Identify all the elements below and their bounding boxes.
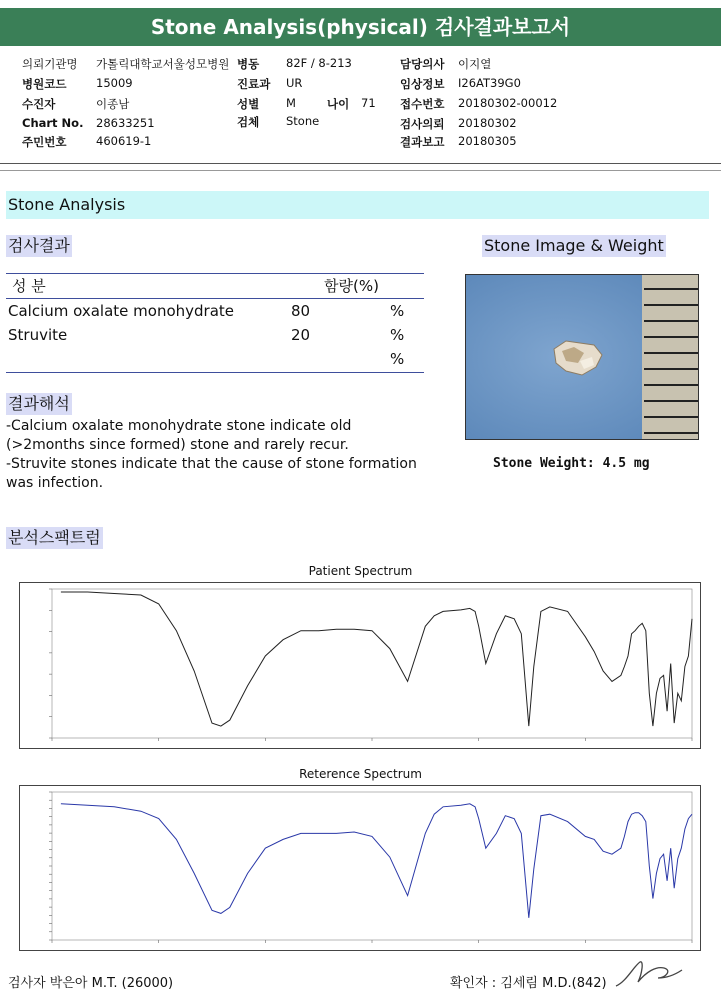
interpretation-line: -Calcium oxalate monohydrate stone indicate old: [6, 418, 352, 434]
interpretation-heading: 결과해석: [8, 394, 70, 413]
ward-label: 병동: [237, 57, 260, 71]
hospital-code-label: 병원코드: [22, 77, 67, 91]
interpretation-line: was infection.: [6, 475, 104, 491]
requested-value: 20180302: [458, 116, 517, 130]
result-value: 20: [291, 326, 311, 344]
results-heading: 검사결과: [8, 236, 70, 255]
id-label: 주민번호: [22, 135, 67, 149]
specimen-value: Stone: [286, 114, 320, 128]
doctor-label: 담당의사: [400, 57, 445, 71]
col-component: 성 분: [12, 277, 46, 295]
result-value: 80: [291, 302, 311, 320]
ward-value: 82F / 8-213: [286, 56, 352, 70]
interpretation-line: (>2months since formed) stone and rarely recur.: [6, 437, 349, 453]
sex-label: 성별: [237, 97, 260, 111]
interpretation-line: -Struvite stones indicate that the cause of stone formation: [6, 456, 417, 472]
reference-spectrum-line: [61, 804, 692, 918]
receipt-label: 접수번호: [400, 97, 445, 111]
table-bottom-rule: [6, 372, 424, 373]
dept-label: 진료과: [237, 77, 271, 91]
reference-chart-title: Reterence Spectrum: [299, 767, 422, 781]
report-title: Stone Analysis(physical) 검사결과보고서: [0, 8, 721, 46]
table-header-rule: [6, 298, 424, 299]
patient-label: 수진자: [22, 97, 56, 111]
result-unit: %: [390, 326, 405, 344]
clinical-label: 임상정보: [400, 77, 445, 91]
reference-spectrum-svg: [20, 786, 700, 950]
sex-value: M: [286, 96, 296, 110]
spectrum-heading: 분석스팩트럼: [8, 528, 101, 547]
result-unit: %: [390, 350, 405, 368]
id-value: 460619-1: [96, 134, 152, 148]
patient-spectrum-svg: [20, 583, 700, 748]
requested-label: 검사의뢰: [400, 117, 445, 131]
image-heading: Stone Image & Weight: [484, 236, 664, 255]
patient-spectrum-line: [61, 592, 692, 726]
hospital-code-value: 15009: [96, 76, 133, 90]
examiner: 검사자 박은아 M.T. (26000): [8, 976, 174, 991]
header-divider-2: [0, 170, 721, 171]
header-divider: [0, 163, 721, 164]
receipt-value: 20180302-00012: [458, 96, 558, 110]
reference-spectrum-chart: [19, 785, 701, 951]
reported-label: 결과보고: [400, 135, 445, 149]
reported-value: 20180305: [458, 134, 517, 148]
clinical-value: I26AT39G0: [458, 76, 521, 90]
result-name: Struvite: [8, 326, 68, 344]
chart-no-value: 28633251: [96, 116, 155, 130]
patient-value: 이종남: [96, 97, 130, 111]
signature: [612, 956, 684, 992]
institution-label: 의뢰기관명: [22, 57, 78, 71]
stone-weight: Stone Weight: 4.5 mg: [493, 456, 650, 471]
doctor-value: 이지열: [458, 57, 492, 71]
age-value: 71: [361, 96, 376, 110]
result-unit: %: [390, 302, 405, 320]
age-label: 나이: [327, 97, 350, 111]
confirmer: 확인자 : 김세림 M.D.(842): [450, 976, 607, 991]
specimen-label: 검체: [237, 115, 260, 129]
result-name: Calcium oxalate monohydrate: [8, 302, 235, 320]
institution-value: 가톨릭대학교서울성모병원: [96, 57, 230, 71]
table-top-rule: [6, 273, 424, 274]
section-title: Stone Analysis: [6, 191, 709, 219]
chart-no-label: Chart No.: [22, 116, 84, 130]
stone-photo: [465, 274, 699, 440]
plot-frame: [52, 589, 692, 738]
col-content: 함량(%): [324, 277, 379, 295]
patient-chart-title: Patient Spectrum: [308, 564, 413, 578]
patient-spectrum-chart: [19, 582, 701, 749]
dept-value: UR: [286, 76, 303, 90]
